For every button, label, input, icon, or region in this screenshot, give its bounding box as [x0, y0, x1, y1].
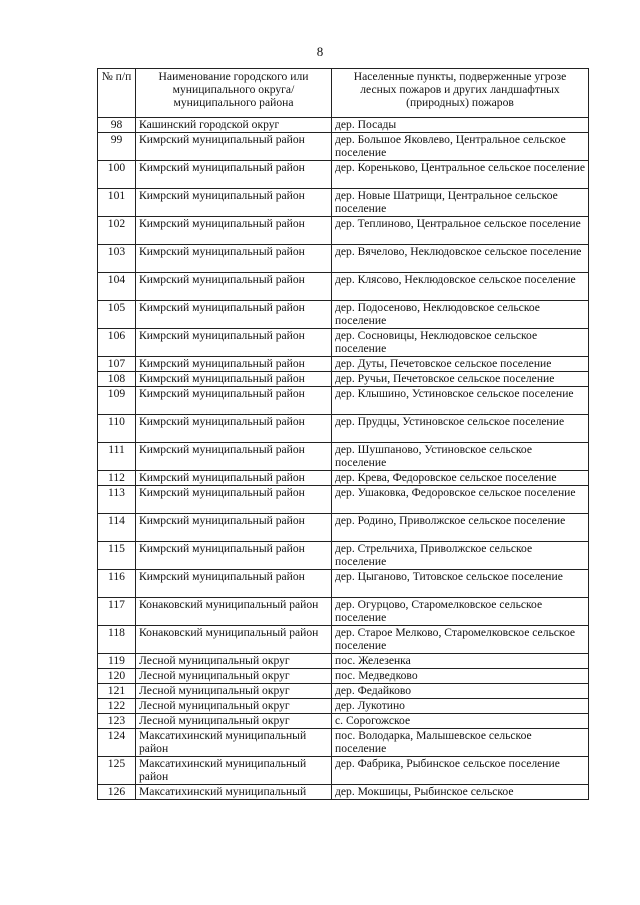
row-settlement: дер. Федайково [332, 684, 589, 699]
table-row [98, 161, 589, 189]
table-row [98, 471, 589, 486]
table-row [98, 654, 589, 669]
table-row [98, 189, 589, 217]
row-number: 103 [98, 245, 136, 273]
table-row [98, 118, 589, 133]
row-settlement: дер. Теплиново, Центральное сельское поселение [332, 217, 589, 245]
row-settlement: дер. Новые Шатрищи, Центральное сельское поселение [332, 189, 589, 217]
row-number: 119 [98, 654, 136, 669]
row-settlement: пос. Володарка, Малышевское сельское поселение [332, 729, 589, 757]
row-settlement: дер. Большое Яковлево, Центральное сельское поселение [332, 133, 589, 161]
table-row [98, 570, 589, 598]
row-district: Кимрский муниципальный район [136, 387, 332, 415]
table-row [98, 757, 589, 785]
row-number: 114 [98, 514, 136, 542]
row-number: 107 [98, 357, 136, 372]
table-row [98, 357, 589, 372]
table-row [98, 245, 589, 273]
table-row [98, 669, 589, 684]
row-district: Кимрский муниципальный район [136, 133, 332, 161]
table-row [98, 387, 589, 415]
header-settlements: Населенные пункты, подверженные угрозе лесных пожаров и других ландшафтных (природных) пожаров [332, 69, 589, 118]
row-district: Кимрский муниципальный район [136, 217, 332, 245]
row-district: Кимрский муниципальный район [136, 542, 332, 570]
row-settlement: с. Сорогожское [332, 714, 589, 729]
row-settlement: дер. Ручьи, Печетовское сельское поселение [332, 372, 589, 387]
table-row [98, 714, 589, 729]
row-settlement: дер. Дуты, Печетовское сельское поселение [332, 357, 589, 372]
row-settlement: дер. Клясово, Неклюдовское сельское поселение [332, 273, 589, 301]
row-district: Кимрский муниципальный район [136, 471, 332, 486]
row-district: Кимрский муниципальный район [136, 514, 332, 542]
row-settlement: дер. Сосновицы, Неклюдовское сельское поселение [332, 329, 589, 357]
row-number: 105 [98, 301, 136, 329]
row-settlement: дер. Стрельчиха, Приволжское сельское поселение [332, 542, 589, 570]
row-district: Кимрский муниципальный район [136, 415, 332, 443]
row-number: 108 [98, 372, 136, 387]
page-number: 8 [316, 44, 324, 59]
row-district: Конаковский муниципальный район [136, 626, 332, 654]
table-row [98, 598, 589, 626]
row-district: Лесной муниципальный округ [136, 714, 332, 729]
row-district: Кимрский муниципальный район [136, 357, 332, 372]
row-settlement: дер. Посады [332, 118, 589, 133]
row-district: Максатихинский муниципальный район [136, 729, 332, 757]
row-number: 100 [98, 161, 136, 189]
row-district: Кашинский городской округ [136, 118, 332, 133]
row-number: 120 [98, 669, 136, 684]
row-district: Кимрский муниципальный район [136, 245, 332, 273]
row-number: 121 [98, 684, 136, 699]
row-district: Максатихинский муниципальный [136, 785, 332, 800]
row-settlement: дер. Фабрика, Рыбинское сельское поселение [332, 757, 589, 785]
row-district: Лесной муниципальный округ [136, 654, 332, 669]
row-number: 125 [98, 757, 136, 785]
row-number: 126 [98, 785, 136, 800]
row-settlement: пос. Медведково [332, 669, 589, 684]
header-num: № п/п [98, 69, 136, 118]
row-district: Кимрский муниципальный район [136, 329, 332, 357]
table-row [98, 133, 589, 161]
row-settlement: дер. Огурцово, Старомелковское сельское поселение [332, 598, 589, 626]
table-row [98, 684, 589, 699]
row-number: 104 [98, 273, 136, 301]
row-number: 101 [98, 189, 136, 217]
row-settlement: дер. Крева, Федоровское сельское поселение [332, 471, 589, 486]
row-settlement: пос. Железенка [332, 654, 589, 669]
table-row [98, 301, 589, 329]
row-settlement: дер. Родино, Приволжское сельское поселение [332, 514, 589, 542]
row-district: Кимрский муниципальный район [136, 570, 332, 598]
row-settlement: дер. Подосеново, Неклюдовское сельское поселение [332, 301, 589, 329]
row-district: Конаковский муниципальный район [136, 598, 332, 626]
table-row [98, 273, 589, 301]
row-number: 118 [98, 626, 136, 654]
row-settlement: дер. Клышино, Устиновское сельское поселение [332, 387, 589, 415]
row-district: Лесной муниципальный округ [136, 699, 332, 714]
table-header-row [98, 69, 589, 118]
table-row [98, 785, 589, 800]
row-district: Лесной муниципальный округ [136, 684, 332, 699]
row-number: 123 [98, 714, 136, 729]
table-row [98, 486, 589, 514]
row-district: Кимрский муниципальный район [136, 161, 332, 189]
row-number: 109 [98, 387, 136, 415]
row-number: 116 [98, 570, 136, 598]
row-district: Кимрский муниципальный район [136, 301, 332, 329]
row-settlement: дер. Ушаковка, Федоровское сельское поселение [332, 486, 589, 514]
table-row [98, 542, 589, 570]
table-row [98, 372, 589, 387]
row-number: 113 [98, 486, 136, 514]
table-row [98, 626, 589, 654]
table-row [98, 729, 589, 757]
row-settlement: дер. Прудцы, Устиновское сельское поселение [332, 415, 589, 443]
row-district: Кимрский муниципальный район [136, 273, 332, 301]
row-district: Кимрский муниципальный район [136, 486, 332, 514]
table-row [98, 514, 589, 542]
row-district: Кимрский муниципальный район [136, 189, 332, 217]
row-number: 117 [98, 598, 136, 626]
row-district: Кимрский муниципальный район [136, 443, 332, 471]
row-number: 106 [98, 329, 136, 357]
table-row [98, 217, 589, 245]
row-number: 122 [98, 699, 136, 714]
table-row [98, 699, 589, 714]
row-settlement: дер. Старое Мелково, Старомелковское сельское поселение [332, 626, 589, 654]
row-number: 112 [98, 471, 136, 486]
table-row [98, 329, 589, 357]
header-district: Наименование городского или муниципального округа/муниципального района [136, 69, 332, 118]
row-number: 98 [98, 118, 136, 133]
settlements-table [97, 68, 589, 800]
table-row [98, 415, 589, 443]
row-number: 115 [98, 542, 136, 570]
row-settlement: дер. Кореньково, Центральное сельское поселение [332, 161, 589, 189]
row-district: Кимрский муниципальный район [136, 372, 332, 387]
row-settlement: дер. Шушпаново, Устиновское сельское поселение [332, 443, 589, 471]
row-settlement: дер. Цыганово, Титовское сельское поселение [332, 570, 589, 598]
row-district: Максатихинский муниципальный район [136, 757, 332, 785]
row-number: 124 [98, 729, 136, 757]
row-settlement: дер. Вячелово, Неклюдовское сельское поселение [332, 245, 589, 273]
table-row [98, 443, 589, 471]
row-number: 102 [98, 217, 136, 245]
row-number: 110 [98, 415, 136, 443]
row-number: 99 [98, 133, 136, 161]
row-settlement: дер. Мокшицы, Рыбинское сельское [332, 785, 589, 800]
row-number: 111 [98, 443, 136, 471]
row-district: Лесной муниципальный округ [136, 669, 332, 684]
row-settlement: дер. Лукотино [332, 699, 589, 714]
